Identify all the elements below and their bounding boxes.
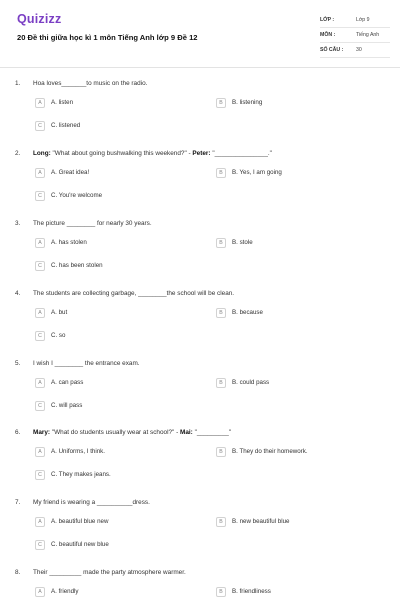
option-text: A. listen <box>51 99 74 106</box>
speaker-name: Mai: <box>180 429 193 436</box>
option-b[interactable] <box>216 586 271 597</box>
speaker-name: Peter: <box>192 150 211 157</box>
page-title: 20 Đề thi giữa học kì 1 môn Tiếng Anh lớp 9 Đề 12 <box>17 33 198 42</box>
option-text: B. could pass <box>232 379 270 386</box>
option-text: A. beautiful blue new <box>51 518 109 525</box>
question-text-part: "What about going bushwalking this weekend?" - <box>50 150 193 157</box>
option-a[interactable] <box>35 307 67 318</box>
meta-row-question-count <box>320 43 390 58</box>
meta-row-grade <box>320 13 390 28</box>
option-letter-box: B <box>216 517 226 527</box>
option-text: C. so <box>51 332 66 339</box>
option-c[interactable] <box>35 469 111 480</box>
option-letter-box: B <box>216 447 226 457</box>
option-b[interactable] <box>216 237 253 248</box>
option-letter-box: C <box>35 540 45 550</box>
option-a[interactable] <box>35 446 105 457</box>
question-text-part: "_________" <box>192 429 232 436</box>
option-text: A. can pass <box>51 379 84 386</box>
question-text: The students are collecting garbage, ________the school will be clean. <box>33 290 235 297</box>
option-letter-box: B <box>216 168 226 178</box>
option-c[interactable] <box>35 120 80 131</box>
meta-value: Tiếng Anh <box>356 32 380 38</box>
option-letter-box: A <box>35 378 45 388</box>
header-divider <box>0 67 400 68</box>
option-text: B. Yes, I am going <box>232 169 282 176</box>
option-letter-box: C <box>35 470 45 480</box>
question-7 <box>0 499 400 559</box>
option-letter-box: C <box>35 261 45 271</box>
option-c[interactable] <box>35 330 65 341</box>
question-5 <box>0 360 400 420</box>
speaker-name: Mary: <box>33 429 51 436</box>
question-number: 5. <box>15 360 21 367</box>
option-text: C. will pass <box>51 402 83 409</box>
option-letter-box: A <box>35 517 45 527</box>
option-a[interactable] <box>35 167 89 178</box>
meta-value: 30 <box>356 47 362 53</box>
option-text: A. Uniforms, I think. <box>51 448 105 455</box>
option-c[interactable] <box>35 400 82 411</box>
question-number: 3. <box>15 220 21 227</box>
option-b[interactable] <box>216 516 289 527</box>
question-text-part: "_______________." <box>210 150 272 157</box>
option-text: C. beautiful new blue <box>51 541 109 548</box>
question-4 <box>0 290 400 350</box>
question-text <box>33 150 272 157</box>
option-text: C. listened <box>51 122 81 129</box>
option-text: C. They makes jeans. <box>51 471 111 478</box>
question-number: 8. <box>15 569 21 576</box>
option-letter-box: C <box>35 121 45 131</box>
quizizz-logo: Quizizz <box>17 12 62 26</box>
option-b[interactable] <box>216 97 262 108</box>
option-c[interactable] <box>35 539 109 550</box>
option-a[interactable] <box>35 97 73 108</box>
option-b[interactable] <box>216 446 308 457</box>
option-letter-box: A <box>35 98 45 108</box>
option-letter-box: B <box>216 378 226 388</box>
question-text: The picture ________ for nearly 30 years. <box>33 220 152 227</box>
option-a[interactable] <box>35 586 79 597</box>
option-text: B. They do their homework. <box>232 448 308 455</box>
question-6 <box>0 429 400 489</box>
option-text: C. has been stolen <box>51 262 103 269</box>
option-letter-box: A <box>35 238 45 248</box>
meta-value: Lớp 9 <box>356 17 370 23</box>
option-b[interactable] <box>216 307 263 318</box>
question-text-part: "What do students usually wear at school?" - <box>50 429 180 436</box>
option-text: A. friendly <box>51 588 79 595</box>
option-text: A. has stolen <box>51 239 87 246</box>
speaker-name: Long: <box>33 150 51 157</box>
option-a[interactable] <box>35 237 87 248</box>
question-2 <box>0 150 400 210</box>
meta-label: LỚP : <box>320 17 335 23</box>
meta-row-subject <box>320 28 390 43</box>
option-text: A. but <box>51 309 68 316</box>
option-letter-box: C <box>35 401 45 411</box>
option-b[interactable] <box>216 377 269 388</box>
option-letter-box: C <box>35 331 45 341</box>
option-c[interactable] <box>35 190 102 201</box>
option-letter-box: A <box>35 168 45 178</box>
option-text: B. listening <box>232 99 263 106</box>
question-8 <box>0 569 400 600</box>
option-letter-box: B <box>216 98 226 108</box>
question-text: I wish I ________ the entrance exam. <box>33 360 140 367</box>
option-letter-box: B <box>216 308 226 318</box>
question-number: 6. <box>15 429 21 436</box>
option-text: B. because <box>232 309 263 316</box>
option-text: B. new beautiful blue <box>232 518 290 525</box>
option-text: B. stole <box>232 239 253 246</box>
option-letter-box: C <box>35 191 45 201</box>
question-text: Their _________ made the party atmosphere warmer. <box>33 569 186 576</box>
option-text: A. Great idea! <box>51 169 90 176</box>
question-number: 1. <box>15 80 21 87</box>
question-number: 4. <box>15 290 21 297</box>
option-letter-box: A <box>35 308 45 318</box>
option-b[interactable] <box>216 167 282 178</box>
option-a[interactable] <box>35 377 83 388</box>
option-c[interactable] <box>35 260 103 271</box>
question-text: My friend is wearing a __________dress. <box>33 499 150 506</box>
option-letter-box: A <box>35 587 45 597</box>
meta-label: SỐ CÂU : <box>320 47 344 53</box>
question-number: 7. <box>15 499 21 506</box>
option-text: B. friendliness <box>232 588 271 595</box>
option-a[interactable] <box>35 516 108 527</box>
option-letter-box: B <box>216 587 226 597</box>
meta-label: MÔN : <box>320 32 336 38</box>
option-letter-box: B <box>216 238 226 248</box>
worksheet-meta <box>320 13 390 58</box>
question-text: Hoa loves_______to music on the radio. <box>33 80 148 87</box>
question-1 <box>0 80 400 140</box>
option-letter-box: A <box>35 447 45 457</box>
question-3 <box>0 220 400 280</box>
question-text <box>33 429 231 436</box>
question-number: 2. <box>15 150 21 157</box>
option-text: C. You're welcome <box>51 192 103 199</box>
